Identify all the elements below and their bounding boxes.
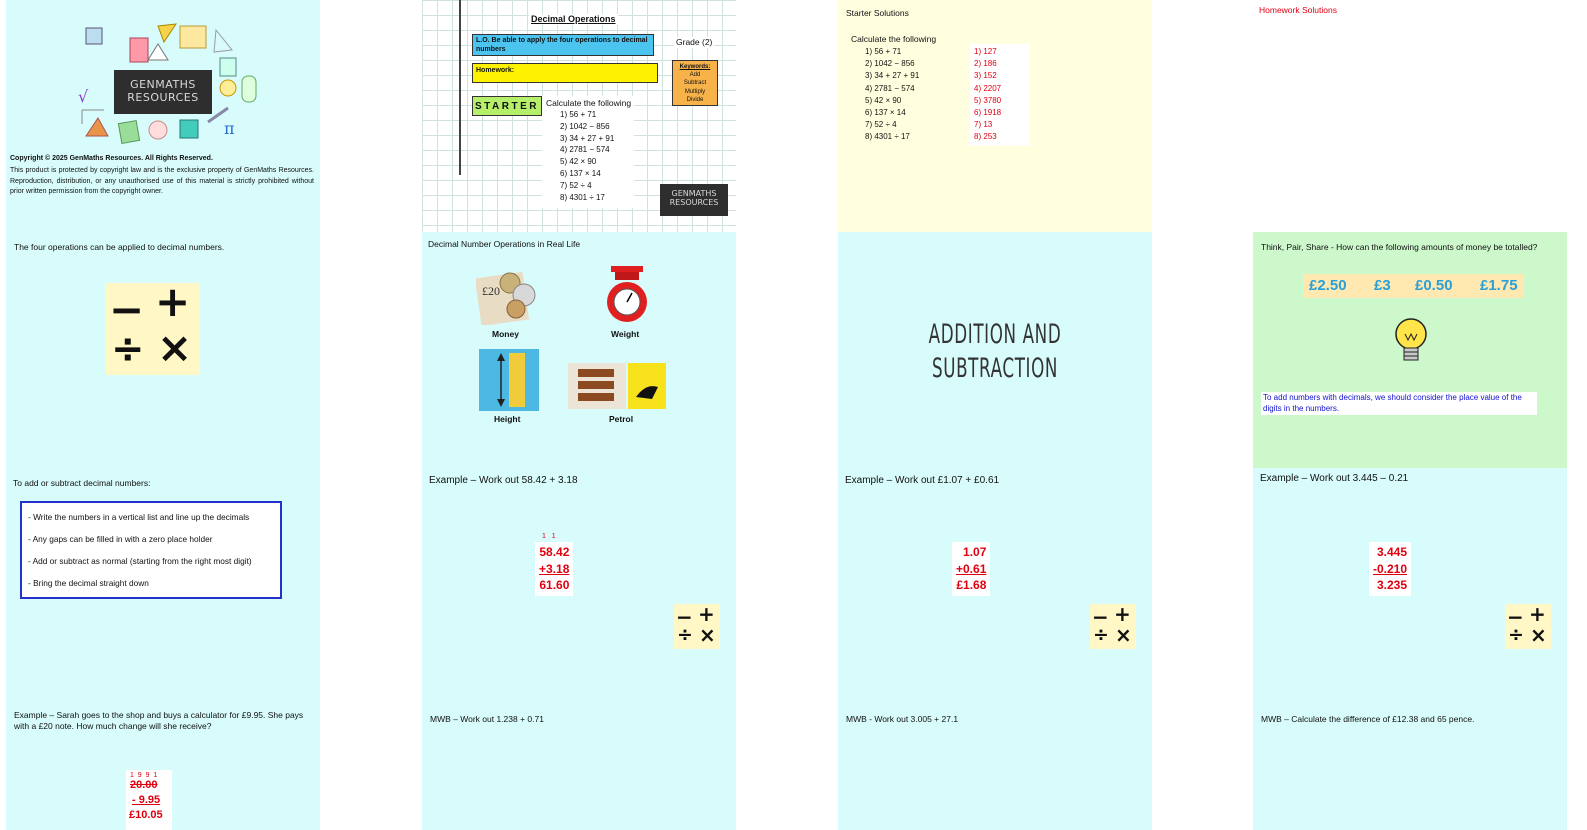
- answer: 5) 3780: [974, 95, 1002, 105]
- minus-icon: −: [109, 285, 145, 334]
- lightbulb-icon: [1391, 316, 1431, 368]
- money-amount: £1.75: [1474, 275, 1524, 296]
- learning-objective-box: L.O. Be able to apply the four operations to decimal numbers: [472, 34, 654, 56]
- calc-line: 1.07: [963, 545, 987, 559]
- slide-example-4[interactable]: [6, 704, 320, 830]
- real-life-title: Decimal Number Operations in Real Life: [428, 239, 581, 249]
- plus-icon: +: [1529, 602, 1546, 626]
- divide-icon: ÷: [1093, 624, 1109, 646]
- logo-text-line1: GENMATHS: [671, 189, 717, 198]
- divide-icon: ÷: [111, 326, 145, 372]
- method-steps-box: [20, 501, 282, 599]
- keyword: Add: [689, 72, 701, 79]
- column-calculation: [1369, 542, 1411, 596]
- mwb-question: MWB - Work out 3.005 + 27.1: [846, 714, 959, 724]
- multiply-icon: ×: [1530, 623, 1547, 647]
- example-title: Example – Work out 58.42 + 3.18: [429, 475, 578, 486]
- multiply-icon: ×: [157, 323, 193, 372]
- plus-icon: +: [1114, 602, 1131, 626]
- calc-line: +3.18: [539, 561, 570, 576]
- money-amount: £0.50: [1409, 275, 1459, 296]
- solution-question: 1) 56 + 71: [865, 47, 902, 56]
- starter-question: 8) 4301 ÷ 17: [560, 192, 605, 202]
- slide-addition-subtraction[interactable]: [838, 232, 1152, 468]
- starter-label: STARTER: [472, 96, 542, 116]
- mwb-question: MWB – Calculate the difference of £12.38 and 65 pence.: [1261, 714, 1475, 724]
- answer: 3) 152: [974, 71, 997, 81]
- divide-icon: ÷: [677, 624, 693, 646]
- solution-question: 3) 34 + 27 + 91: [865, 71, 920, 81]
- example-title: Example – Work out £1.07 + £0.61: [845, 475, 1000, 486]
- carry-digits: 1 1: [542, 533, 556, 540]
- plus-icon: +: [155, 277, 191, 326]
- answers-panel: [970, 44, 1030, 146]
- column-calculation: [126, 770, 172, 830]
- solution-question: 7) 52 ÷ 4: [865, 120, 897, 130]
- calc-line: +0.61: [956, 561, 987, 576]
- starter-question: 5) 42 × 90: [560, 157, 597, 167]
- method-step: - Add or subtract as normal (starting from the right most digit): [28, 556, 252, 566]
- slide-think-pair-share[interactable]: [1253, 232, 1567, 468]
- minus-icon: −: [676, 605, 693, 629]
- calc-line: £10.05: [129, 809, 163, 821]
- svg-text:√: √: [78, 87, 89, 106]
- operations-symbols-image: [1090, 604, 1136, 649]
- calc-line: 58.42: [539, 545, 570, 559]
- starter-question: 4) 2781 − 574: [560, 145, 610, 155]
- answer: 2) 186: [974, 59, 997, 69]
- slide-example-2[interactable]: [838, 468, 1152, 704]
- svg-text:π: π: [224, 119, 235, 138]
- mwb-question: MWB – Work out 1.238 + 0.71: [430, 714, 544, 724]
- starter-solutions-title: Starter Solutions: [846, 8, 909, 18]
- starter-question: 7) 52 ÷ 4: [560, 180, 592, 190]
- answer: 7) 13: [974, 120, 993, 130]
- multiply-icon: ×: [699, 623, 716, 647]
- calc-line: £1.68: [956, 578, 987, 592]
- copyright-title: Copyright © 2025 GenMaths Resources. All Rights Reserved.: [10, 155, 213, 162]
- solution-question: 6) 137 × 14: [865, 108, 906, 118]
- starter-question: 6) 137 × 14: [560, 168, 601, 178]
- divide-icon: ÷: [1508, 624, 1524, 646]
- solution-question: 5) 42 × 90: [865, 95, 902, 105]
- think-pair-question: Think, Pair, Share - How can the following amounts of money be totalled?: [1261, 242, 1538, 252]
- keyword: Divide: [686, 96, 704, 103]
- minus-icon: −: [1507, 605, 1524, 629]
- homework-solutions-title: Homework Solutions: [1259, 5, 1337, 15]
- solution-question: 8) 4301 ÷ 17: [865, 132, 910, 142]
- starter-questions-panel: [542, 96, 634, 208]
- petrol-image: [568, 363, 666, 409]
- answer: 6) 1918: [974, 108, 1002, 118]
- money-label: Money: [492, 329, 519, 339]
- calc-line: 3.235: [1377, 578, 1408, 592]
- slide-homework-solutions[interactable]: [1253, 0, 1567, 232]
- answers-list: [974, 46, 1001, 144]
- genmaths-logo: [114, 70, 212, 114]
- slide-example-3[interactable]: [1253, 468, 1567, 704]
- money-note-label: £20: [482, 284, 500, 298]
- column-calculation: [535, 542, 573, 596]
- homework-box: Homework:: [472, 63, 658, 83]
- slide-cover[interactable]: [6, 0, 320, 232]
- method-step: - Bring the decimal straight down: [28, 578, 149, 588]
- solutions-calc-title: Calculate the following: [851, 34, 937, 44]
- calc-line: -0.210: [1373, 561, 1408, 576]
- operations-symbols-image: [105, 277, 200, 375]
- answer: 8) 253: [974, 132, 997, 142]
- multiply-icon: ×: [1115, 623, 1132, 647]
- calc-line: 20.00: [130, 779, 158, 791]
- answer: 1) 127: [974, 47, 997, 56]
- copyright-body: This product is protected by copyright law and is the exclusive property of GenMaths Resources. Reproduction, distribution, or any unauthorised use of this material is strictly prohibited without prior written permission from the copyright owner.: [10, 167, 314, 196]
- calc-line: - 9.95: [132, 794, 161, 806]
- four-ops-text: The four operations can be applied to decimal numbers.: [14, 242, 225, 252]
- example-word-problem: Example – Sarah goes to the shop and buys a calculator for £9.95. She pays with a £20 note. How much change will she receive?: [14, 710, 304, 731]
- slide-mwb-3[interactable]: [1253, 704, 1567, 830]
- starter-question: 3) 34 + 27 + 91: [560, 133, 615, 143]
- answer: 4) 2207: [974, 83, 1002, 93]
- grade-label: Grade (2): [676, 37, 713, 47]
- solution-question: 2) 1042 − 856: [865, 59, 915, 69]
- starter-question: 1) 56 + 71: [560, 110, 597, 119]
- place-value-note: To add numbers with decimals, we should consider the place value of the digits in the numbers.: [1261, 392, 1537, 415]
- money-amount: £2.50: [1303, 275, 1353, 296]
- example-title: Example – Work out 3.445 – 0.21: [1260, 473, 1409, 484]
- keyword: Subtract: [683, 80, 707, 87]
- section-heading: ADDITION AND SUBTRACTION: [928, 319, 1062, 384]
- starter-question-list: [560, 109, 614, 203]
- money-amount: £3: [1368, 275, 1397, 296]
- slide-mwb-1[interactable]: [422, 704, 736, 830]
- keywords-box: [672, 60, 718, 106]
- solution-question: 4) 2781 − 574: [865, 83, 915, 93]
- method-step: - Write the numbers in a vertical list and line up the decimals: [28, 512, 250, 522]
- slide-lesson-title[interactable]: [422, 0, 736, 232]
- slide-method[interactable]: [6, 468, 320, 704]
- calc-line: 3.445: [1377, 545, 1408, 559]
- slide-mwb-2[interactable]: [838, 704, 1152, 830]
- solutions-question-list: [865, 46, 919, 144]
- method-title: To add or subtract decimal numbers:: [13, 478, 151, 488]
- calc-line: 61.60: [539, 578, 570, 592]
- starter-question: 2) 1042 − 856: [560, 121, 610, 131]
- ruler-height-image: [479, 349, 539, 411]
- slide-four-operations[interactable]: [6, 232, 320, 468]
- weighing-scale-image: [605, 264, 649, 326]
- keyword: Multiply: [684, 88, 706, 95]
- operations-symbols-image: [674, 604, 720, 649]
- method-step: - Any gaps can be filled in with a zero place holder: [28, 534, 213, 544]
- slide-example-1[interactable]: [422, 468, 736, 704]
- minus-icon: −: [1092, 605, 1109, 629]
- slide-real-life[interactable]: [422, 232, 736, 468]
- logo-text-line2: RESOURCES: [127, 91, 199, 104]
- height-label: Height: [494, 414, 521, 424]
- genmaths-logo-small: [660, 184, 728, 216]
- operations-symbols-image: [1505, 604, 1551, 649]
- logo-text-line1: GENMATHS: [130, 78, 196, 91]
- plus-icon: +: [698, 602, 715, 626]
- column-calculation: [952, 542, 990, 596]
- keywords-title: Keywords:: [679, 64, 711, 70]
- starter-calc-title: Calculate the following: [546, 98, 632, 108]
- carry-digits: 1 9 9 1: [130, 772, 158, 779]
- vertical-margin-line: [459, 0, 461, 175]
- lesson-title: Decimal Operations: [531, 14, 616, 24]
- petrol-label: Petrol: [609, 414, 634, 424]
- weight-label: Weight: [611, 329, 640, 339]
- logo-text-line2: RESOURCES: [669, 198, 719, 207]
- slide-starter-solutions[interactable]: [838, 0, 1152, 232]
